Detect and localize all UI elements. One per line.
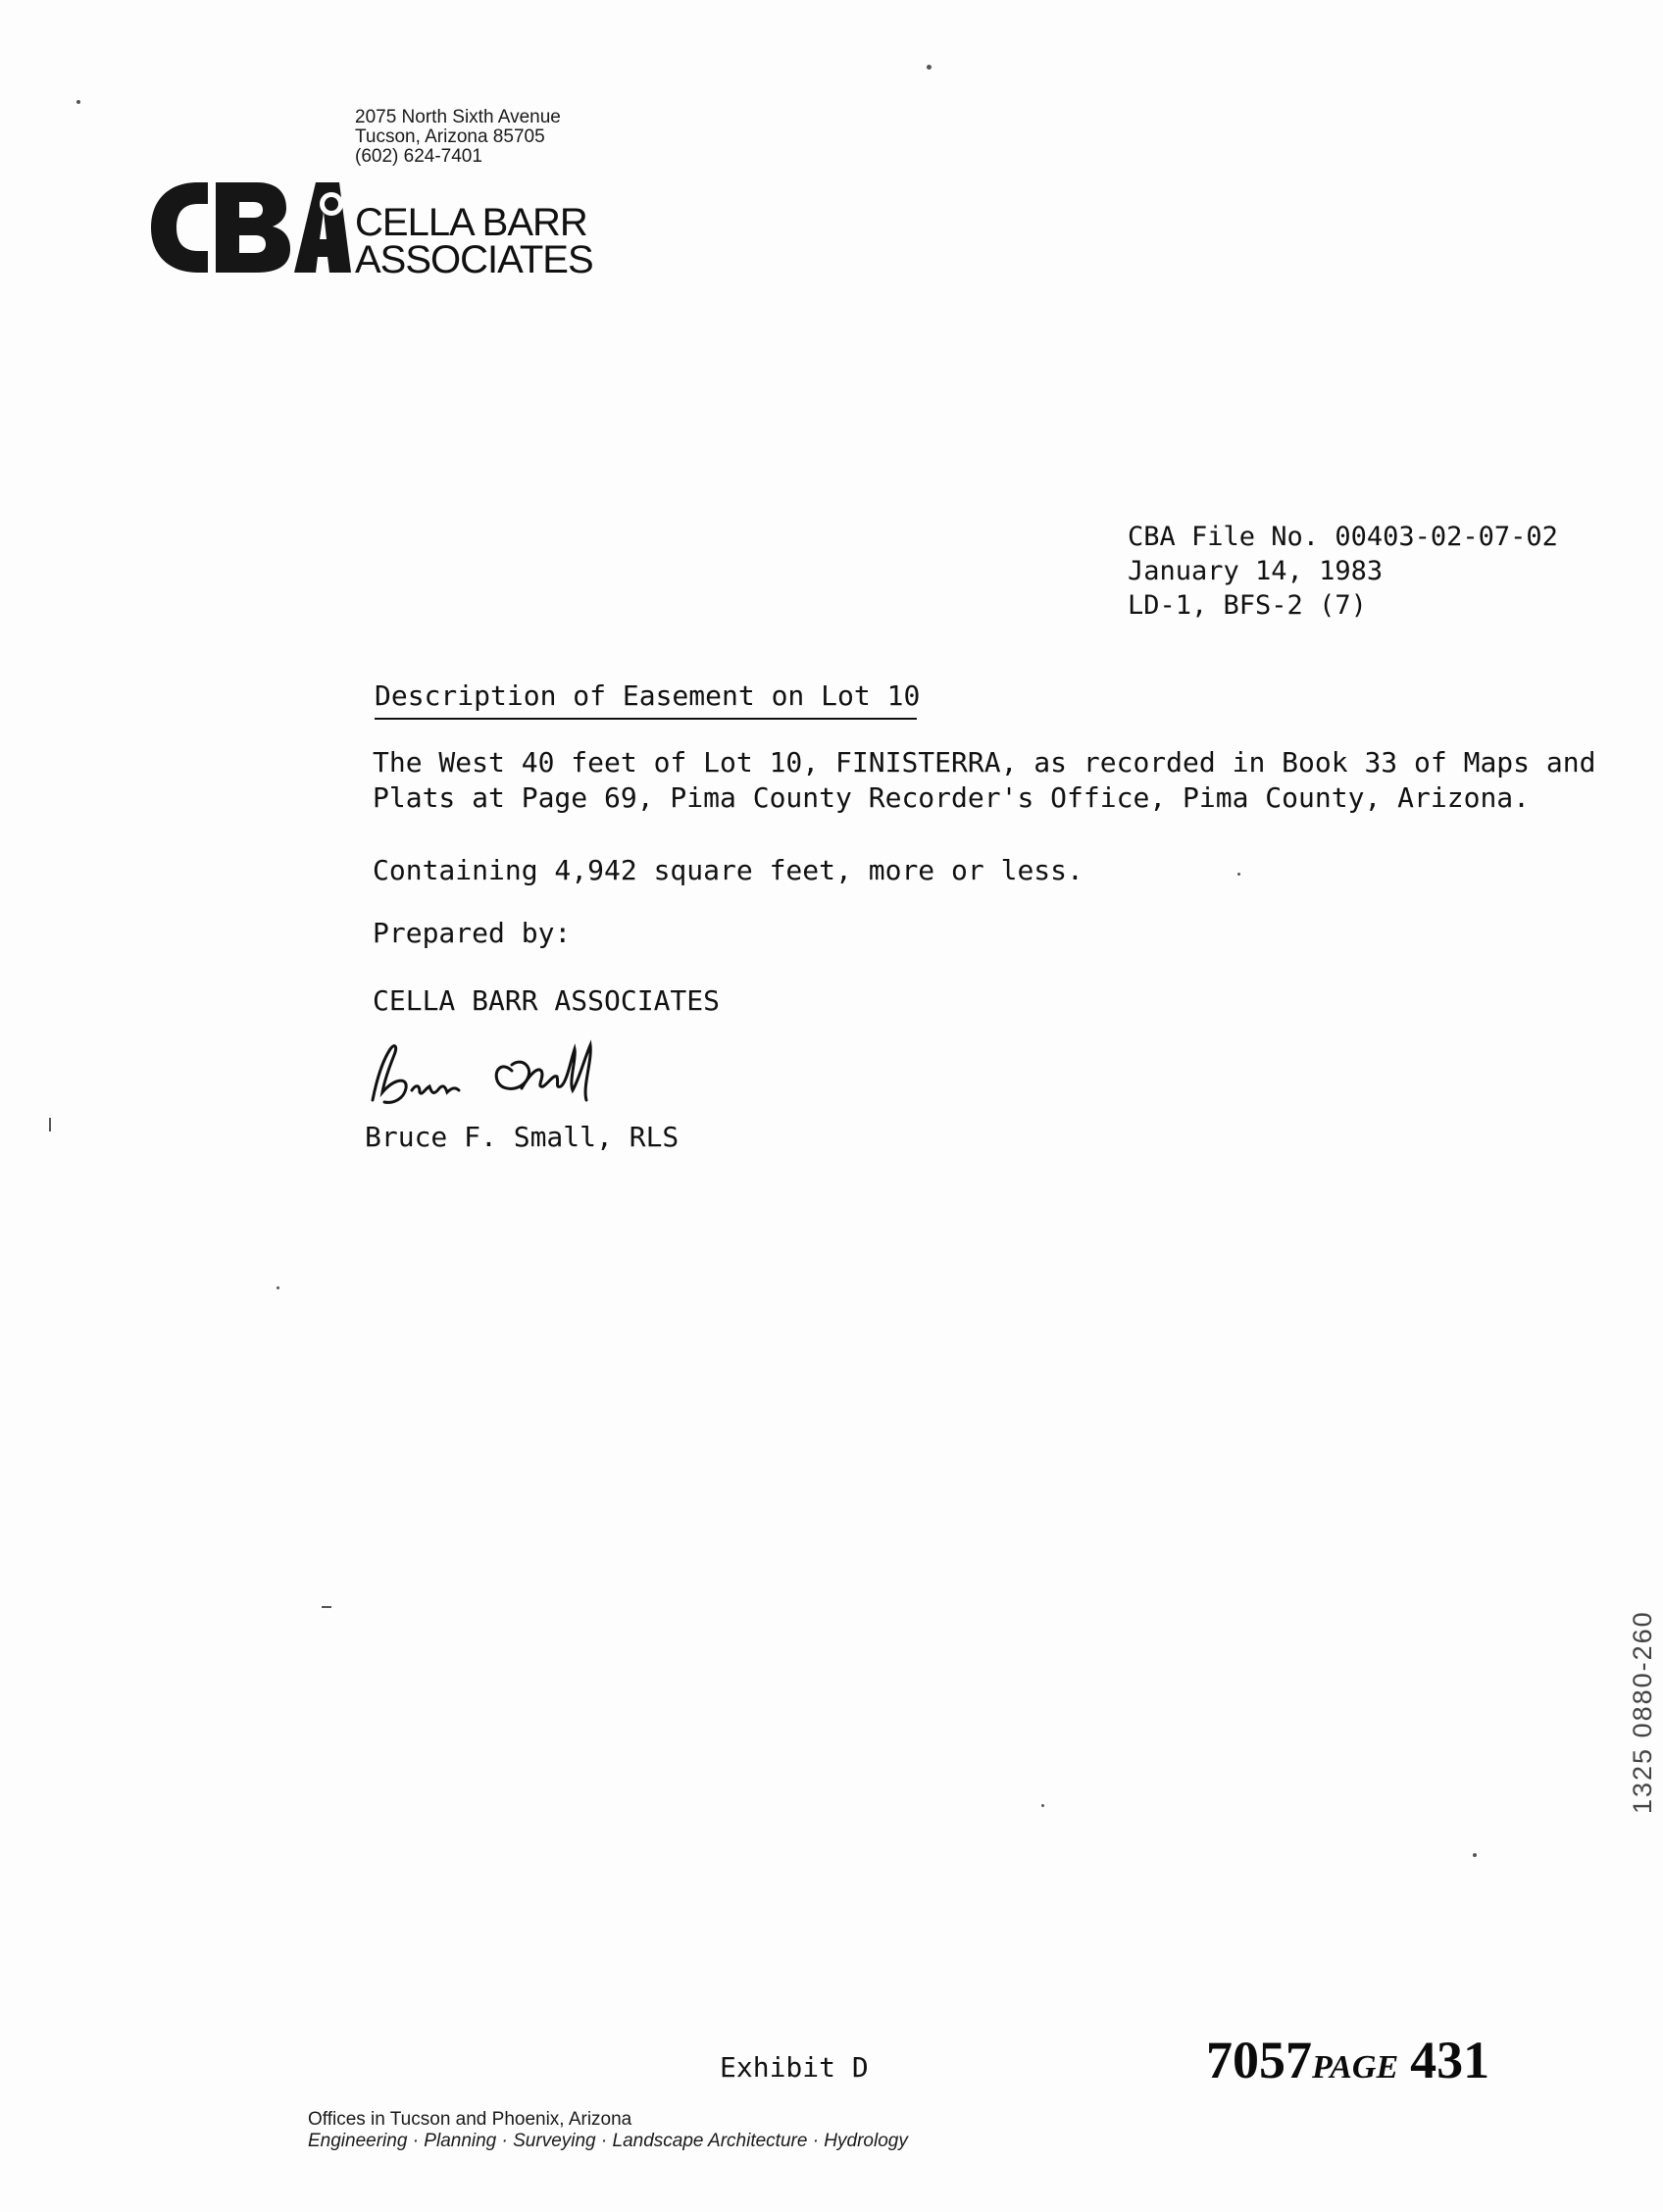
- address-phone: (602) 624-7401: [355, 146, 482, 167]
- book-page-stamp: [1206, 2030, 1489, 2090]
- address-city: Tucson, Arizona 85705: [355, 126, 545, 147]
- document-date: January 14, 1983: [1128, 556, 1384, 586]
- exhibit-label: Exhibit D: [720, 2051, 869, 2084]
- company-name-line1: CELLA BARR: [355, 201, 587, 244]
- letterhead-footer: [308, 2109, 908, 2152]
- handwritten-signature: [365, 1031, 659, 1120]
- signer-name: Bruce F. Small, RLS: [365, 1121, 680, 1153]
- file-reference: [1128, 520, 1558, 623]
- company-logo: [147, 173, 598, 290]
- file-number: CBA File No. 00403-02-07-02: [1128, 522, 1558, 552]
- letterhead-address: [355, 108, 561, 167]
- company-name-line2: ASSOCIATES: [355, 238, 593, 281]
- side-stamp-number: 1325 0880-260: [1628, 1610, 1657, 1814]
- scan-speck: [322, 1606, 331, 1608]
- document-heading: Description of Easement on Lot 10: [375, 679, 917, 720]
- page-number: 431: [1410, 2031, 1490, 2089]
- scan-speck: [49, 1118, 51, 1131]
- scan-speck: [1237, 873, 1240, 876]
- recording-side-stamp: [1628, 1569, 1663, 1814]
- scan-speck: [76, 100, 80, 104]
- prepared-by-label: Prepared by:: [373, 917, 572, 949]
- scan-speck: [277, 1286, 279, 1289]
- description-line1: The West 40 feet of Lot 10, FINISTERRA, as recorded in Book 33 of Maps and: [373, 746, 1596, 779]
- document-codes: LD-1, BFS-2 (7): [1128, 590, 1367, 621]
- address-street: 2075 North Sixth Avenue: [355, 107, 561, 127]
- footer-services: Engineering · Planning · Surveying · Landscape Architecture · Hydrology: [308, 2131, 908, 2151]
- page-label: PAGE: [1312, 2049, 1399, 2086]
- description-line2: Plats at Page 69, Pima County Recorder's Office, Pima County, Arizona.: [373, 781, 1531, 814]
- scan-speck: [927, 65, 932, 70]
- scan-speck: [1041, 1804, 1044, 1807]
- area-statement: Containing 4,942 square feet, more or less.: [373, 854, 1083, 886]
- book-number: 7057: [1206, 2031, 1312, 2089]
- cba-logo-mark: [147, 173, 353, 280]
- preparer-company: CELLA BARR ASSOCIATES: [373, 984, 721, 1017]
- company-name-logo: [355, 201, 593, 281]
- easement-description: [373, 745, 1595, 816]
- scan-speck: [1473, 1853, 1477, 1857]
- footer-offices: Offices in Tucson and Phoenix, Arizona: [308, 2109, 632, 2130]
